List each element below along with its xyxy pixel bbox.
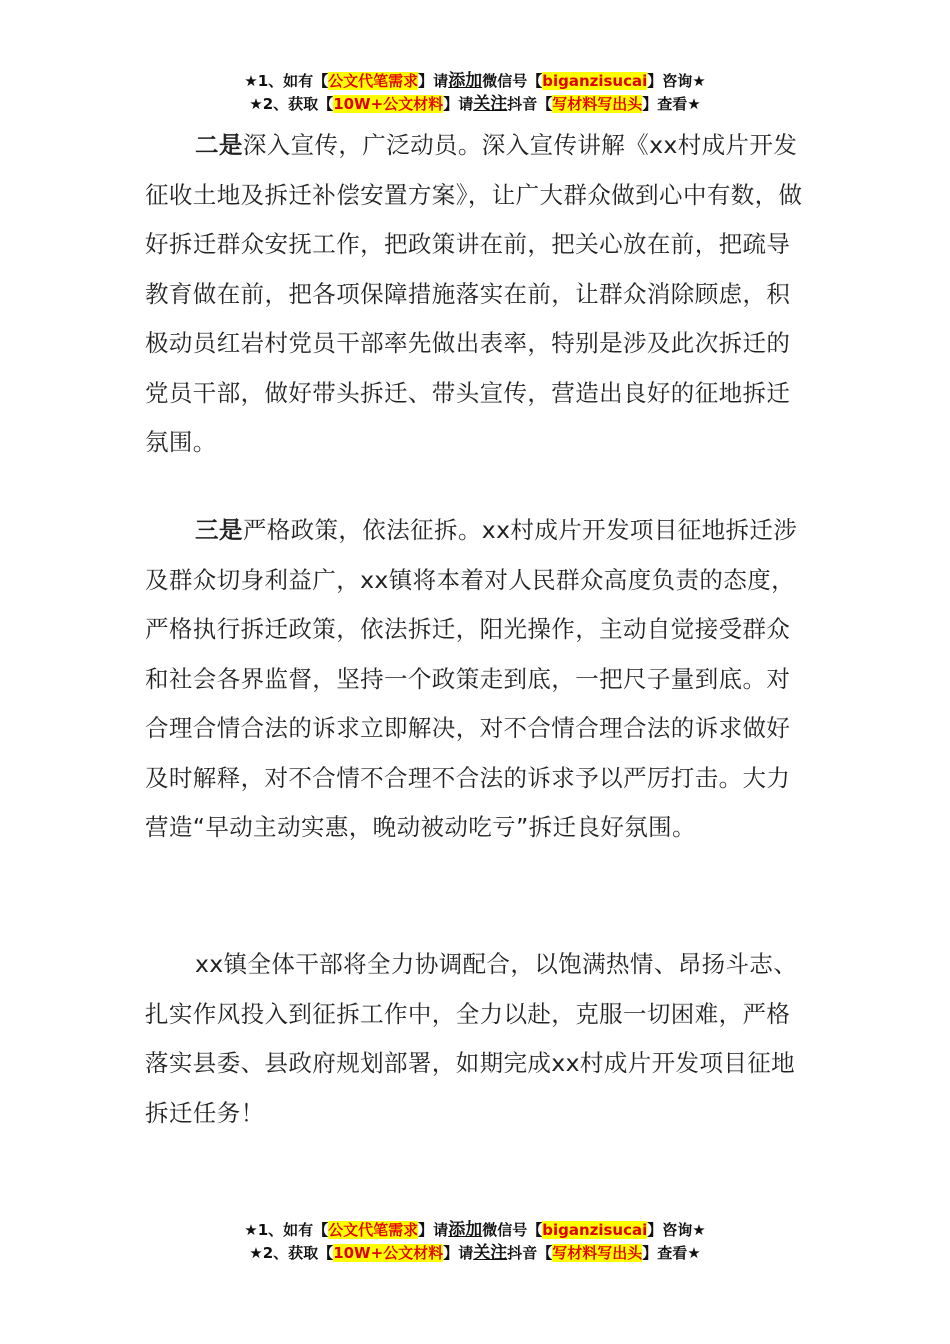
highlight-materials: 10W+公文材料	[333, 95, 444, 113]
highlight-wechat-id: biganzisucai	[542, 72, 648, 90]
banner-text: 2、获取【	[262, 1244, 334, 1262]
banner-text: 】咨询★	[647, 1221, 706, 1239]
paragraph-lead: 三是	[195, 516, 243, 544]
paragraph-3	[145, 506, 805, 853]
banner-text: 2、获取【	[262, 95, 334, 113]
paragraph-closing	[145, 940, 805, 1138]
banner-text: 】请	[443, 1244, 474, 1262]
paragraph-body: xx镇全体干部将全力协调配合，以饱满热情、昂扬斗志、扎实作风投入到征拆工作中，全力以赴，克服一切困难，严格落实县委、县政府规划部署，如期完成xx村成片开发项目征地拆迁任务！	[145, 950, 798, 1127]
paragraph-text	[145, 940, 805, 1138]
banner-text: 1、如有【	[257, 72, 329, 90]
banner-emphasis: 添加	[448, 71, 483, 91]
highlight-materials: 10W+公文材料	[333, 1244, 444, 1262]
star-icon: ★	[249, 1244, 263, 1262]
star-icon: ★	[249, 95, 263, 113]
banner-text: 微信号【	[482, 1221, 543, 1239]
paragraph-2	[145, 121, 805, 468]
banner-line-1	[0, 70, 950, 93]
header-banner	[0, 70, 950, 116]
banner-line-2	[0, 1242, 950, 1265]
highlight-douyin: 写材料写出头	[552, 95, 643, 113]
highlight-douyin: 写材料写出头	[552, 1244, 643, 1262]
paragraph-lead: 二是	[195, 131, 243, 159]
highlight-service: 公文代笔需求	[328, 1221, 419, 1239]
banner-text: 】查看★	[642, 95, 701, 113]
banner-text: 抖音【	[507, 95, 553, 113]
banner-line-1	[0, 1219, 950, 1242]
footer-banner	[0, 1219, 950, 1265]
paragraph-text	[145, 121, 805, 468]
highlight-service: 公文代笔需求	[328, 72, 419, 90]
banner-text: 】请	[443, 95, 474, 113]
banner-emphasis: 关注	[473, 1243, 508, 1263]
banner-emphasis: 关注	[473, 94, 508, 114]
star-icon: ★	[244, 72, 258, 90]
banner-text: 】咨询★	[647, 72, 706, 90]
banner-text: 】查看★	[642, 1244, 701, 1262]
star-icon: ★	[244, 1221, 258, 1239]
paragraph-body: 深入宣传，广泛动员。深入宣传讲解《xx村成片开发征收土地及拆迁补偿安置方案》，让广大群众做到心中有数，做好拆迁群众安抚工作，把政策讲在前，把关心放在前，把疏导教育做在前，把各项保障措施落实在前，让群众消除顾虑，积极动员红岩村党员干部率先做出表率，特别是涉及此次拆迁的党员干部，做好带头拆迁、带头宣传，营造出良好的征地拆迁氛围。	[145, 131, 803, 456]
banner-emphasis: 添加	[448, 1220, 483, 1240]
banner-text: 抖音【	[507, 1244, 553, 1262]
banner-text: 】请	[418, 1221, 449, 1239]
paragraph-body: 严格政策，依法征拆。xx村成片开发项目征地拆迁涉及群众切身利益广，xx镇将本着对人民群众高度负责的态度，严格执行拆迁政策，依法拆迁，阳光操作，主动自觉接受群众和社会各界监督，坚持一个政策走到底，一把尺子量到底。对合理合情合法的诉求立即解决，对不合情合理合法的诉求做好及时解释，对不合情不合理不合法的诉求予以严厉打击。大力营造“早动主动实惠，晚动被动吃亏”拆迁良好氛围。	[145, 516, 798, 841]
banner-line-2	[0, 93, 950, 116]
banner-text: 微信号【	[482, 72, 543, 90]
paragraph-text	[145, 506, 805, 853]
banner-text: 1、如有【	[257, 1221, 329, 1239]
banner-text: 】请	[418, 72, 449, 90]
highlight-wechat-id: biganzisucai	[542, 1221, 648, 1239]
